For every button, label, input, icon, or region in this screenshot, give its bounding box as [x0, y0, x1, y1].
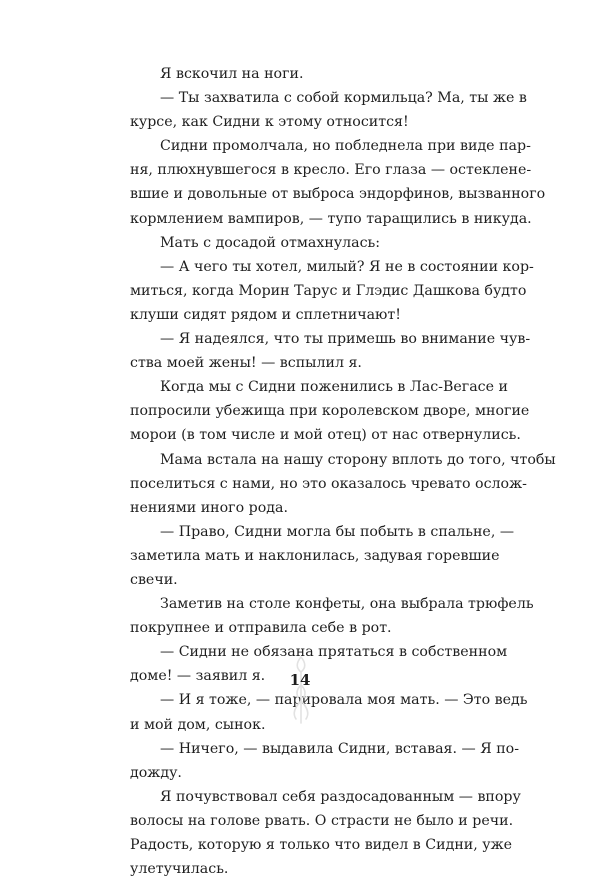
text-line: морои (в том числе и мой отец) от нас отвернулись. [130, 427, 521, 444]
text-line: вшие и довольные от выброса эндорфинов, вызванного [130, 186, 546, 203]
text-line: Заметив на столе конфеты, она выбрала трюфель [160, 596, 534, 613]
page-folio [0, 655, 600, 725]
text-line: дожду. [130, 764, 182, 781]
text-line: — Сидни не обязана прятаться в собственном [160, 644, 508, 661]
text-line: волосы на голове рвать. О страсти не было и речи. [130, 812, 514, 829]
text-line: клуши сидят рядом и сплетничают! [130, 306, 401, 323]
text-line: Сидни промолчала, но побледнела при виде пар- [160, 138, 531, 155]
text-line: Мать с досадой отмахнулась: [160, 234, 381, 251]
text-line: — Ничего, — выдавила Сидни, вставая. — Я по- [160, 740, 519, 757]
text-line: кормлением вампиров, — тупо таращились в никуда. [130, 210, 532, 227]
text-line: ства моей жены! — вспылил я. [130, 355, 362, 372]
text-line: Я вскочил на ноги. [160, 66, 304, 82]
text-line: — Право, Сидни могла бы побыть в спальне, — [160, 523, 515, 540]
text-line: Когда мы с Сидни поженились в Лас-Вегасе и [160, 379, 508, 396]
text-line: поселиться с нами, но это оказалось чревато ослож- [130, 475, 527, 492]
text-line: свечи. [130, 571, 178, 588]
text-line: попросили убежища при королевском дворе, многие [130, 403, 530, 420]
text-line: — И я тоже, — парировала моя мать. — Это ведь [160, 692, 528, 709]
text-line: доме! — заявил я. [130, 668, 266, 685]
text-line: Я почувствовал себя раздосадованным — впору [160, 788, 521, 805]
text-line: — Ты захватила с собой кормильца? Ма, ты же в [160, 90, 527, 107]
text-line: Радость, которую я только что видел в Сидни, уже [130, 837, 513, 853]
text-line: покрупнее и отправила себе в рот. [130, 620, 392, 637]
text-line: Мама встала на нашу сторону вплоть до того, чтобы [160, 451, 556, 468]
text-line: и мой дом, сынок. [130, 716, 266, 733]
text-line: — А чего ты хотел, милый? Я не в состоянии кор- [160, 258, 534, 275]
text-line: миться, когда Морин Тарус и Глэдис Дашкова будто [130, 282, 527, 299]
text-line: улетучилась. [130, 861, 229, 878]
text-line: курсе, как Сидни к этому относится! [130, 114, 409, 131]
body-text [130, 62, 556, 881]
text-line: заметила мать и наклонилась, задувая горевшие [130, 547, 500, 564]
page-number: 14 [289, 671, 311, 689]
leaf-ornament-icon [287, 655, 315, 725]
text-line: нениями иного рода. [130, 499, 288, 516]
text-line: — Я надеялся, что ты примешь во внимание чув- [160, 331, 531, 348]
text-line: ня, плюхнувшегося в кресло. Его глаза — остеклене- [130, 162, 532, 179]
